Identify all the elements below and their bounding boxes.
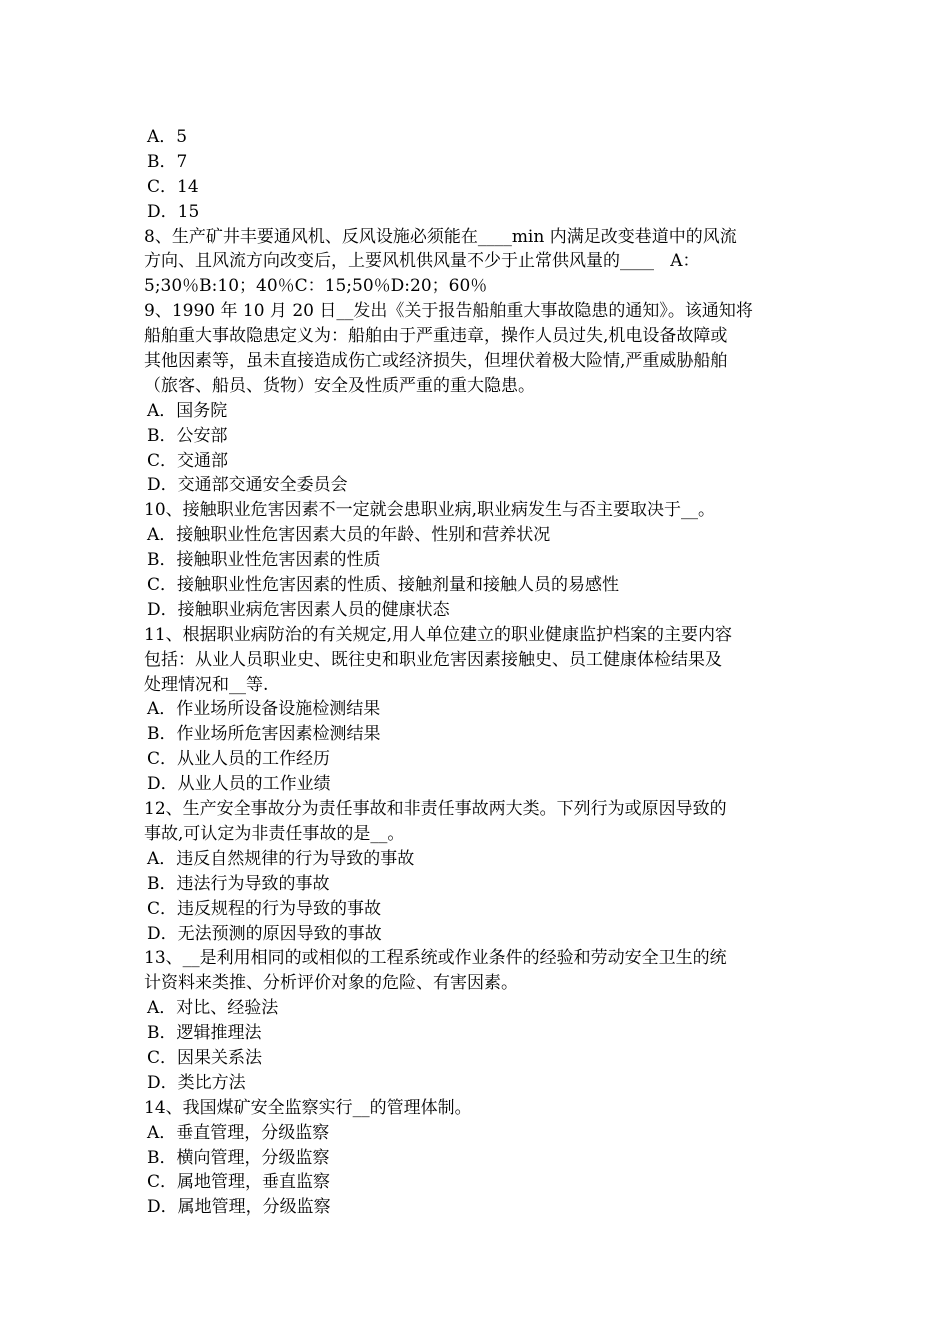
question-line: 8、生产矿井丰要通风机、反风设施必须能在____min 内满足改变巷道中的风流 xyxy=(144,226,737,247)
option-line: A．违反自然规律的行为导致的事故 xyxy=(147,848,415,869)
option-line: C．14 xyxy=(147,176,199,197)
question-line: 5;30％B:10；40％C：15;50％D:20；60％ xyxy=(144,276,488,297)
question-line: 14、我国煤矿安全监察实行__的管理体制。 xyxy=(144,1097,472,1118)
option-line: D．接触职业病危害因素人员的健康状态 xyxy=(147,599,450,620)
option-line: B．作业场所危害因素检测结果 xyxy=(147,724,381,745)
option-line: C．接触职业性危害因素的性质、接触剂量和接触人员的易感性 xyxy=(147,575,620,596)
option-line: D．类比方法 xyxy=(147,1072,246,1093)
question-line: 12、生产安全事故分为责任事故和非责任事故两大类。下列行为或原因导致的 xyxy=(144,799,727,820)
option-line: D．15 xyxy=(147,201,200,222)
document-body xyxy=(144,125,809,1220)
option-line: D．属地管理，分级监察 xyxy=(147,1197,331,1218)
question-line: 包括：从业人员职业史、既往史和职业危害因素接触史、员工健康体检结果及 xyxy=(144,649,722,670)
question-line: （旅客、船员、货物）安全及性质严重的重大隐患。 xyxy=(144,375,535,396)
option-line: B．横向管理，分级监察 xyxy=(147,1147,330,1168)
question-line: 11、根据职业病防治的有关规定,用人单位建立的职业健康监护档案的主要内容 xyxy=(144,624,733,645)
question-line: 13、__是利用相同的或相似的工程系统或作业条件的经验和劳动安全卫生的统 xyxy=(144,948,727,969)
question-line: 处理情况和__等. xyxy=(144,674,269,695)
question-line: 9、1990 年 10 月 20 日__发出《关于报告船舶重大事故隐患的通知》。该通知将 xyxy=(144,301,753,322)
option-line: A．垂直管理，分级监察 xyxy=(147,1122,330,1143)
question-line: 计资料来类推、分析评价对象的危险、有害因素。 xyxy=(144,973,518,994)
option-line: A．5 xyxy=(147,127,188,147)
question-line: 事故,可认定为非责任事故的是__。 xyxy=(144,823,405,844)
option-line: B．违法行为导致的事故 xyxy=(147,873,330,894)
option-line: C．从业人员的工作经历 xyxy=(147,749,331,770)
option-line: C．属地管理，垂直监察 xyxy=(147,1172,331,1193)
option-line: A．对比、经验法 xyxy=(147,998,279,1019)
question-line: 其他因素等，虽未直接造成伤亡或经济损失，但埋伏着极大险情,严重威胁船舶 xyxy=(144,351,728,372)
option-line: A．作业场所设备设施检测结果 xyxy=(147,699,381,720)
option-line: D．无法预测的原因导致的事故 xyxy=(147,923,382,944)
option-line: D．从业人员的工作业绩 xyxy=(147,774,331,795)
option-line: D．交通部交通安全委员会 xyxy=(147,475,348,496)
option-line: A．接触职业性危害因素大员的年龄、性别和营养状况 xyxy=(147,525,551,546)
question-line: 10、接触职业危害因素不一定就会患职业病,职业病发生与否主要取决于__。 xyxy=(144,500,716,521)
option-line: C．违反规程的行为导致的事故 xyxy=(147,898,382,919)
option-line: B．公安部 xyxy=(147,425,228,446)
option-line: B．逻辑推理法 xyxy=(147,1023,262,1044)
option-line: C．交通部 xyxy=(147,450,229,471)
question-line: 方向、且风流方向改变后，上要风机供风量不少于止常供风量的____ A： xyxy=(144,251,700,272)
option-line: B．7 xyxy=(147,151,188,172)
option-line: A．国务院 xyxy=(147,400,228,421)
question-line: 船舶重大事故隐患定义为：船舶由于严重违章，操作人员过失,机电设备故障或 xyxy=(144,326,728,347)
option-line: B．接触职业性危害因素的性质 xyxy=(147,550,381,571)
option-line: C．因果关系法 xyxy=(147,1047,263,1068)
